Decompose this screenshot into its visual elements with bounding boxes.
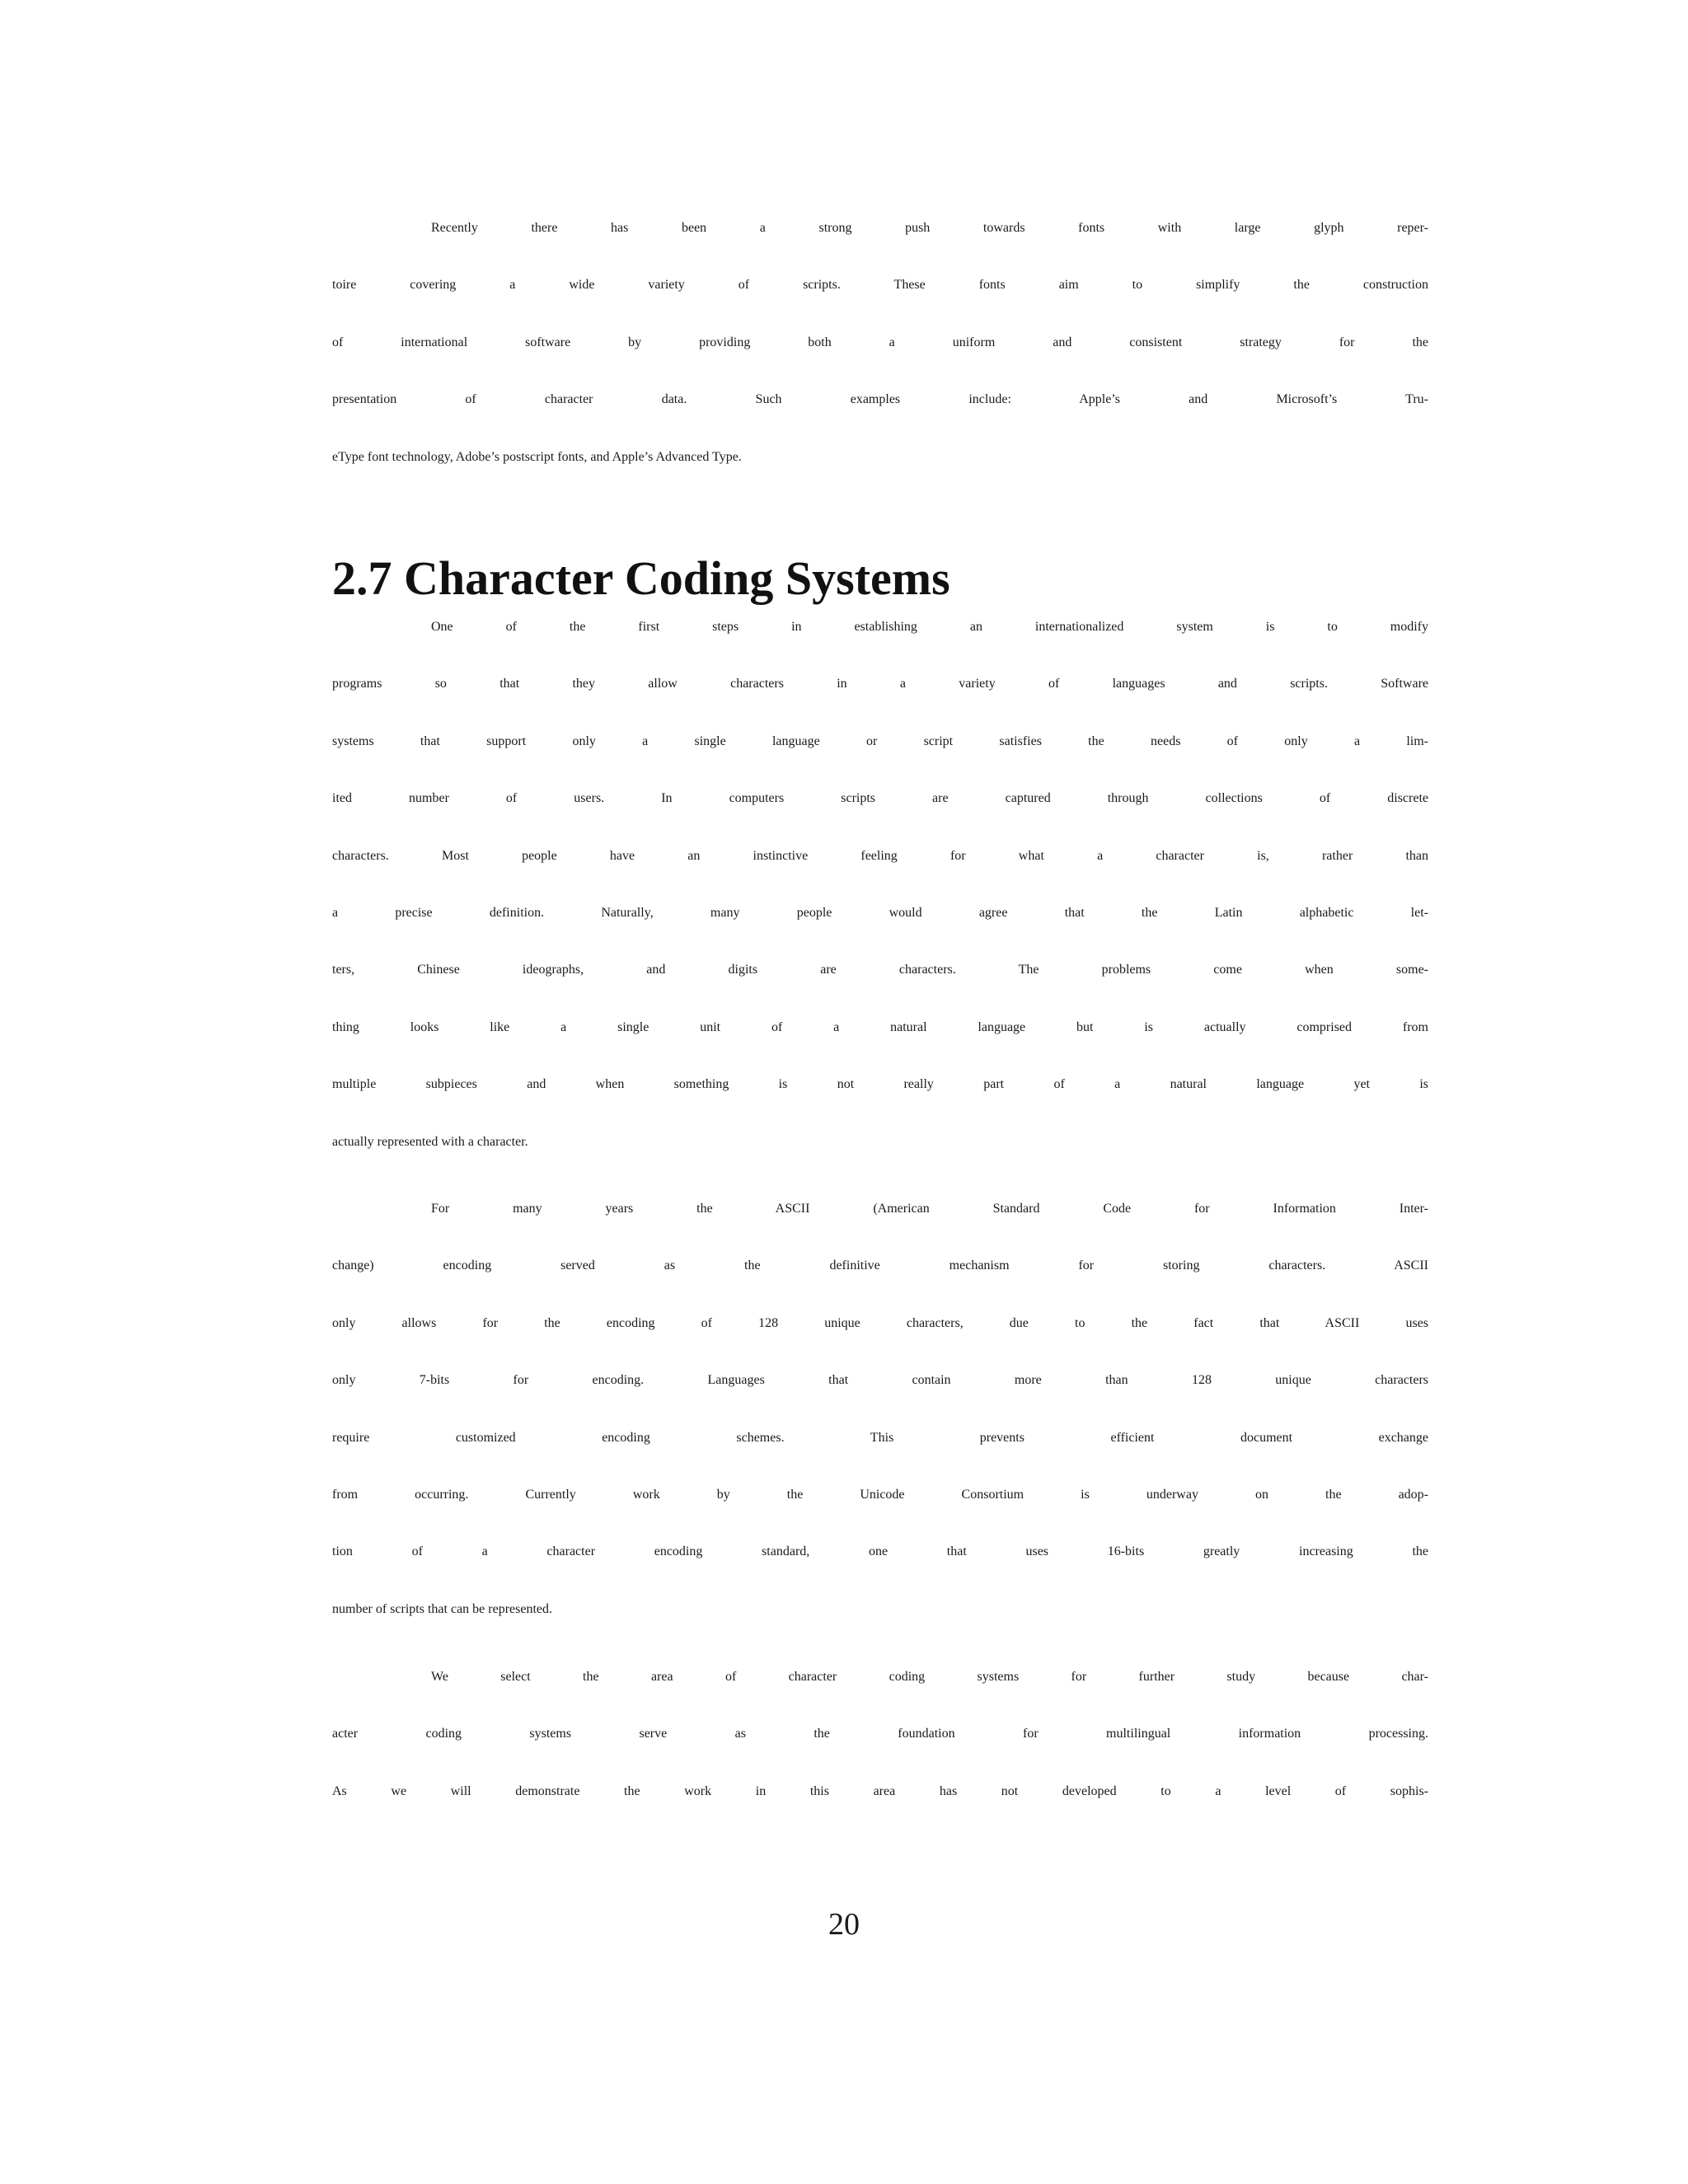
paragraph-line: programs so that they allow characters in a variety of languages and scripts. Software [332, 677, 1428, 691]
paragraph-line: number of scripts that can be represented. [332, 1601, 553, 1616]
paragraph-line: thing looks like a single unit of a natural language but is actually comprised from [332, 1019, 1428, 1034]
paragraph-line: toire covering a wide variety of scripts. These fonts aim to simplify the construction [332, 278, 1428, 293]
paragraph-line: As we will demonstrate the work in this area has not developed to a level of sophis- [332, 1783, 1428, 1798]
paragraph-line: require customized encoding schemes. This prevents efficient document exchange [332, 1430, 1428, 1445]
section-heading: 2.7 Character Coding Systems [332, 551, 950, 605]
paragraph-line: One of the first steps in establishing an internationalized system is to modify [431, 620, 1428, 634]
paragraph-line: ited number of users. In computers scripts are captured through collections of discrete [332, 791, 1428, 806]
paragraph-line: We select the area of character coding systems for further study because char- [431, 1670, 1428, 1684]
paragraph-line: actually represented with a character. [332, 1134, 528, 1149]
paragraph-fonts [332, 221, 1428, 507]
paragraph-line: from occurring. Currently work by the Unicode Consortium is underway on the adop- [332, 1487, 1428, 1502]
paragraph-line: only allows for the encoding of 128 unique characters, due to the fact that ASCII uses [332, 1315, 1428, 1330]
paragraph-ascii [332, 1202, 1428, 1659]
paragraph-line: a precise definition. Naturally, many people would agree that the Latin alphabetic let- [332, 905, 1428, 920]
page-number: 20 [828, 1907, 860, 1942]
paragraph-line: presentation of character data. Such examples include: Apple’s and Microsoft’s Tru- [332, 392, 1428, 407]
paragraph-line: multiple subpieces and when something is not really part of a natural language yet is [332, 1077, 1428, 1092]
paragraph-line: For many years the ASCII (American Standard Code for Information Inter- [431, 1202, 1428, 1216]
paragraph-characters [332, 620, 1428, 1192]
paragraph-line: tion of a character encoding standard, one that uses 16-bits greatly increasing the [332, 1544, 1428, 1559]
paragraph-line: of international software by providing both a uniform and consistent strategy for the [332, 335, 1428, 349]
paragraph-line: characters. Most people have an instinctive feeling for what a character is, rather than [332, 848, 1428, 863]
paragraph-line: only 7-bits for encoding. Languages that contain more than 128 unique characters [332, 1373, 1428, 1388]
paragraph-line: eType font technology, Adobe’s postscript fonts, and Apple’s Advanced Type. [332, 449, 742, 464]
paragraph-line: systems that support only a single language or script satisfies the needs of only a lim- [332, 733, 1428, 748]
paragraph-line: ters, Chinese ideographs, and digits are characters. The problems come when some- [332, 963, 1428, 977]
paragraph-line: acter coding systems serve as the foundation for multilingual information processing. [332, 1727, 1428, 1741]
paragraph-line: change) encoding served as the definitive mechanism for storing characters. ASCII [332, 1258, 1428, 1273]
paragraph-study [332, 1670, 1428, 1841]
paragraph-line: Recently there has been a strong push towards fonts with large glyph reper- [431, 221, 1428, 235]
